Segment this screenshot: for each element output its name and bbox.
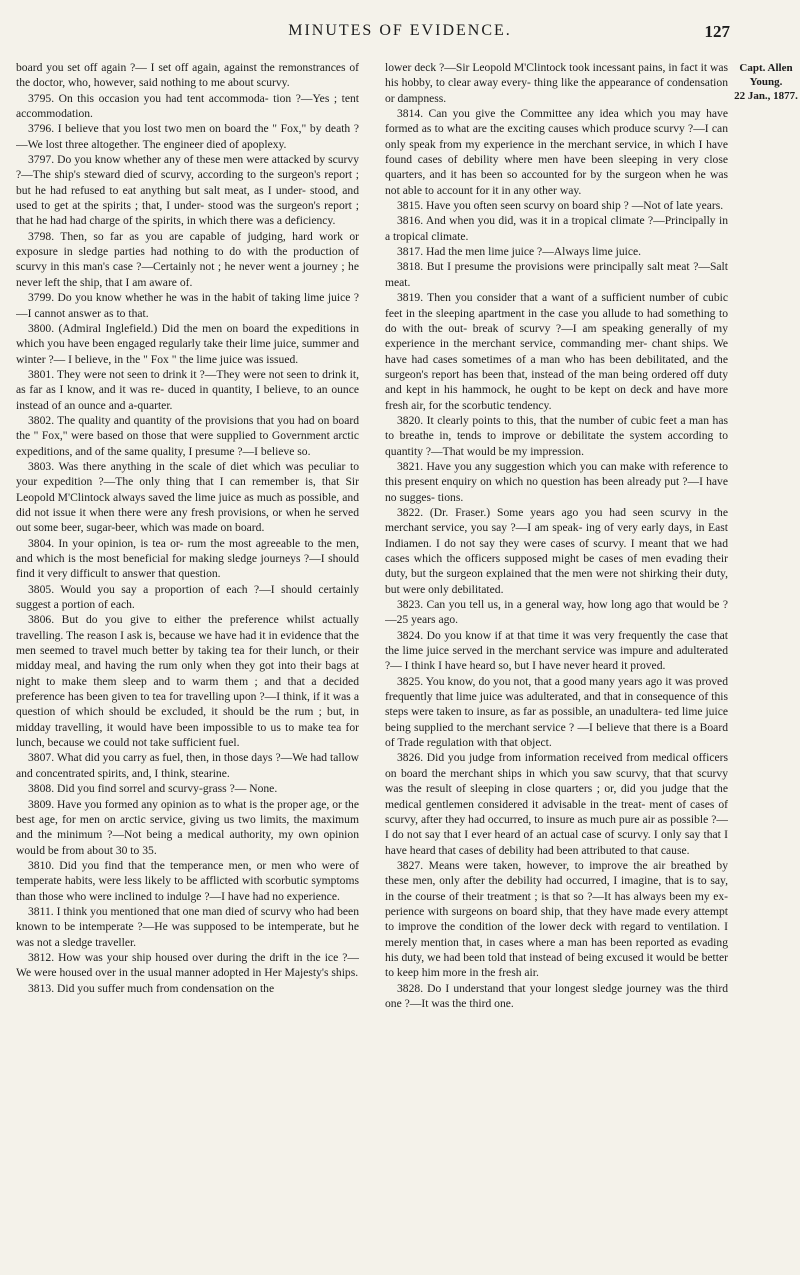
evidence-paragraph: 3802. The quality and quantity of the provisions that you had on board the " Fox," were based on those that were supplied to Government arctic expeditions, and of the same quality, I presume ?—I believe so. (16, 413, 359, 458)
evidence-paragraph: 3817. Had the men lime juice ?—Always lime juice. (397, 245, 642, 259)
evidence-paragraph: 3796. I believe that you lost two men on board the " Fox," by death ?—We lost three altogether. The engineer died of apoplexy. (16, 122, 359, 151)
running-title: MINUTES OF EVIDENCE. (288, 22, 512, 39)
left-column (16, 60, 359, 1265)
evidence-paragraph: 3798. Then, so far as you are capable of judging, hard work or exposure in sledge parties had nothing to do with the production of scurvy in this man's case ?—Certainly not ; he never went a journey ; he never left the ship, that I am aware of. (16, 229, 359, 289)
text-columns (16, 60, 728, 1265)
evidence-paragraph: 3815. Have you often seen scurvy on board ship ? —Not of late years. (397, 199, 724, 213)
right-column (385, 60, 728, 1265)
evidence-paragraph: 3825. You know, do you not, that a good many years ago it was proved frequently that lime juice was adulterated, and that in consequence of this steps were taken to insure, as far as possible, an unadultera- ted lime juice being supplied to the merchant service ? —I believe that there is a Board of Trade regulation with that object. (385, 674, 728, 750)
evidence-paragraph: 3827. Means were taken, however, to improve the air breathed by these men, only after the debility had occurred, I imagine, that is to say, in the course of their treatment ; is that so ?—It has always been my ex- perience with surgeons on board ship, that they have made every attempt to improve the condition of the lower deck with regard to ventilation. I merely mention that, in cases where a man has been reported as evading his duty, we had been told that instead of being excused it would be better to keep him more in the fresh air. (385, 858, 728, 980)
evidence-paragraph: 3818. But I presume the provisions were principally salt meat ?—Salt meat. (385, 260, 728, 289)
page-header (0, 22, 800, 44)
evidence-paragraph: 3823. Can you tell us, in a general way, how long ago that would be ?—25 years ago. (385, 598, 728, 627)
evidence-paragraph: 3795. On this occasion you had tent accommoda- tion ?—Yes ; tent accommodation. (16, 91, 359, 121)
evidence-paragraph: 3808. Did you find sorrel and scurvy-grass ?— None. (28, 782, 278, 796)
evidence-paragraph: 3799. Do you know whether he was in the habit of taking lime juice ?—I cannot answer as to that. (16, 291, 359, 320)
evidence-paragraph: 3810. Did you find that the temperance men, or men who were of temperate habits, were less likely to be afflicted with scorbutic symptoms than those who were inclined to indulge ?—I have had no experience. (16, 858, 359, 903)
evidence-paragraph: 3805. Would you say a proportion of each ?—I should certainly suggest a portion of each. (16, 582, 359, 612)
evidence-paragraph: 3824. Do you know if at that time it was very frequently the case that the lime juice served in the merchant service was impure and adulterated ?— I think I have heard so, but I have never heard it proved. (385, 628, 728, 673)
page-number: 127 (704, 22, 730, 41)
evidence-paragraph: 3811. I think you mentioned that one man died of scurvy who had been known to be intemperate ?—He was supposed to be intemperate, but he was not a sledge traveller. (16, 904, 359, 949)
evidence-paragraph: board you set off again ?— I set off again, against the remonstrances of the doctor, who, however, said nothing to me about scurvy. (16, 61, 359, 90)
session-date: 22 Jan., 1877. (734, 90, 798, 102)
evidence-paragraph: 3803. Was there anything in the scale of diet which was peculiar to your expedition ?—The only thing that I can remember is, that Sir Leopold M'Clintock always saved the lime juice as much as possible, and did not issue it when there were any fresh provisions, or when he served out some beer, sugar-beer, which was made on board. (16, 459, 359, 535)
evidence-paragraph: 3806. But do you give to either the preference whilst actually travelling. The reason I ask is, because we have had it in evidence that the men seemed to travel much better by taking tea for their lunch, or their midday meal, and having the rum only when they got into their bags at night to make them sleep and to warm them ; and that a decided preference has been given to tea for travelling upon ?—I think, if it was a question of which should be excluded, it should be the rum ; but, in midday travelling, it would have been impossible to us to make tea for lunch, because we could not take sufficient fuel. (16, 613, 359, 750)
evidence-paragraph: 3797. Do you know whether any of these men were attacked by scurvy ?—The ship's steward died of scurvy, according to the surgeon's report ; but he had refused to eat anything but salt meat, as I under- stood, and used to get at the spirits ; that, I under- stood was the surgeon's report ; that he had had charge of the spirits, in which there was a deficiency. (16, 153, 359, 228)
evidence-paragraph: 3819. Then you consider that a want of a sufficient number of cubic feet in the sleeping apartment in the case you allude to had something to do with the out- break of scurvy ?—I am speaking generally of my experience in the merchant service, commanding mer- chant ships. We have had cases sometimes of a man who has been debilitated, and the surgeon's report has been that, instead of the man being ordered off duty and kept in his hammock, he ought to be kept on deck and have more fresh air, for the scorbutic tendency. (385, 291, 728, 412)
evidence-paragraph: 3821. Have you any suggestion which you can make with reference to this present enquiry on which no question has been already put ?—I have no sugges- tions. (385, 459, 728, 504)
margin-note (734, 61, 798, 103)
evidence-paragraph: 3813. Did you suffer much from condensation on the (28, 981, 275, 995)
evidence-paragraph: 3822. (Dr. Fraser.) Some years ago you had seen scurvy in the merchant service, you say ?—I am speak- ing of very early days, in East Indiamen. I do not say they were cases of scurvy. I meant that we had cases which the officers supposed might be cases of men evading their duty, but the surgeon explained that the men were not shirking their duty, but were only debilitated. (385, 505, 728, 596)
evidence-paragraph: 3820. It clearly points to this, that the number of cubic feet a man has to breathe in, tends to improve or debilitate the system according to quantity ?—That would be my impression. (385, 413, 728, 458)
evidence-paragraph: 3807. What did you carry as fuel, then, in those days ?—We had tallow and concentrated spirits, and, I think, stearine. (16, 751, 359, 780)
evidence-paragraph: lower deck ?—Sir Leopold M'Clintock took incessant pains, in fact it was his hobby, to clear away every- thing like the appearance of condensation or dampness. (385, 61, 728, 105)
evidence-paragraph: 3801. They were not seen to drink it ?—They were not seen to drink it, as far as I know, and it was re- duced in quantity, I believe, to an ounce instead of an ounce and a-quarter. (16, 367, 359, 412)
evidence-paragraph: 3814. Can you give the Committee any idea which you may have formed as to what are the exciting causes which produce scurvy ?—I can only speak from my experience in the merchant service, in which I have found cases of debility where men have been sleeping in very close quarters, and it has been so accounted for by the surgeon when he was not able to account for it in any other way. (385, 107, 728, 197)
evidence-paragraph: 3800. (Admiral Inglefield.) Did the men on board the expeditions in which you have been engaged regularly take their lime juice, summer and winter ?— I believe, in the " Fox " the lime juice was issued. (16, 321, 359, 366)
evidence-paragraph: 3828. Do I understand that your longest sledge journey was the third one ?—It was the third one. (385, 981, 728, 1010)
evidence-paragraph: 3809. Have you formed any opinion as to what is the proper age, or the best age, for men on arctic service, giving us two limits, the maximum and the minimum ?—Not being a medical authority, my own opinion would be from about 30 to 35. (16, 797, 359, 857)
evidence-paragraph: 3826. Did you judge from information received from medical officers on board the merchant ships in which you saw scurvy, that that scurvy was the result of sleeping in close quarters ; or, did you judge that the medical gentlemen considered it advisable in the treat- ment of cases of scurvy, after they had occurred, to insure as much pure air as possible ?—I do not say that I ever heard of an actual case of scurvy. I only say that I have heard that cases of debility had been attributed to that cause. (385, 751, 728, 857)
evidence-paragraph: 3812. How was your ship housed over during the drift in the ice ?—We were housed over in the usual manner adopted in Her Majesty's ships. (16, 950, 359, 980)
evidence-paragraph: 3804. In your opinion, is tea or- rum the most agreeable to the men, and which is the most beneficial for making sledge journeys ?—I should find it very difficult to answer that question. (16, 536, 359, 581)
witness-name: Capt. Allen Young. (739, 62, 793, 88)
evidence-paragraph: 3816. And when you did, was it in a tropical climate ?—Principally in a tropical climate. (385, 214, 728, 243)
